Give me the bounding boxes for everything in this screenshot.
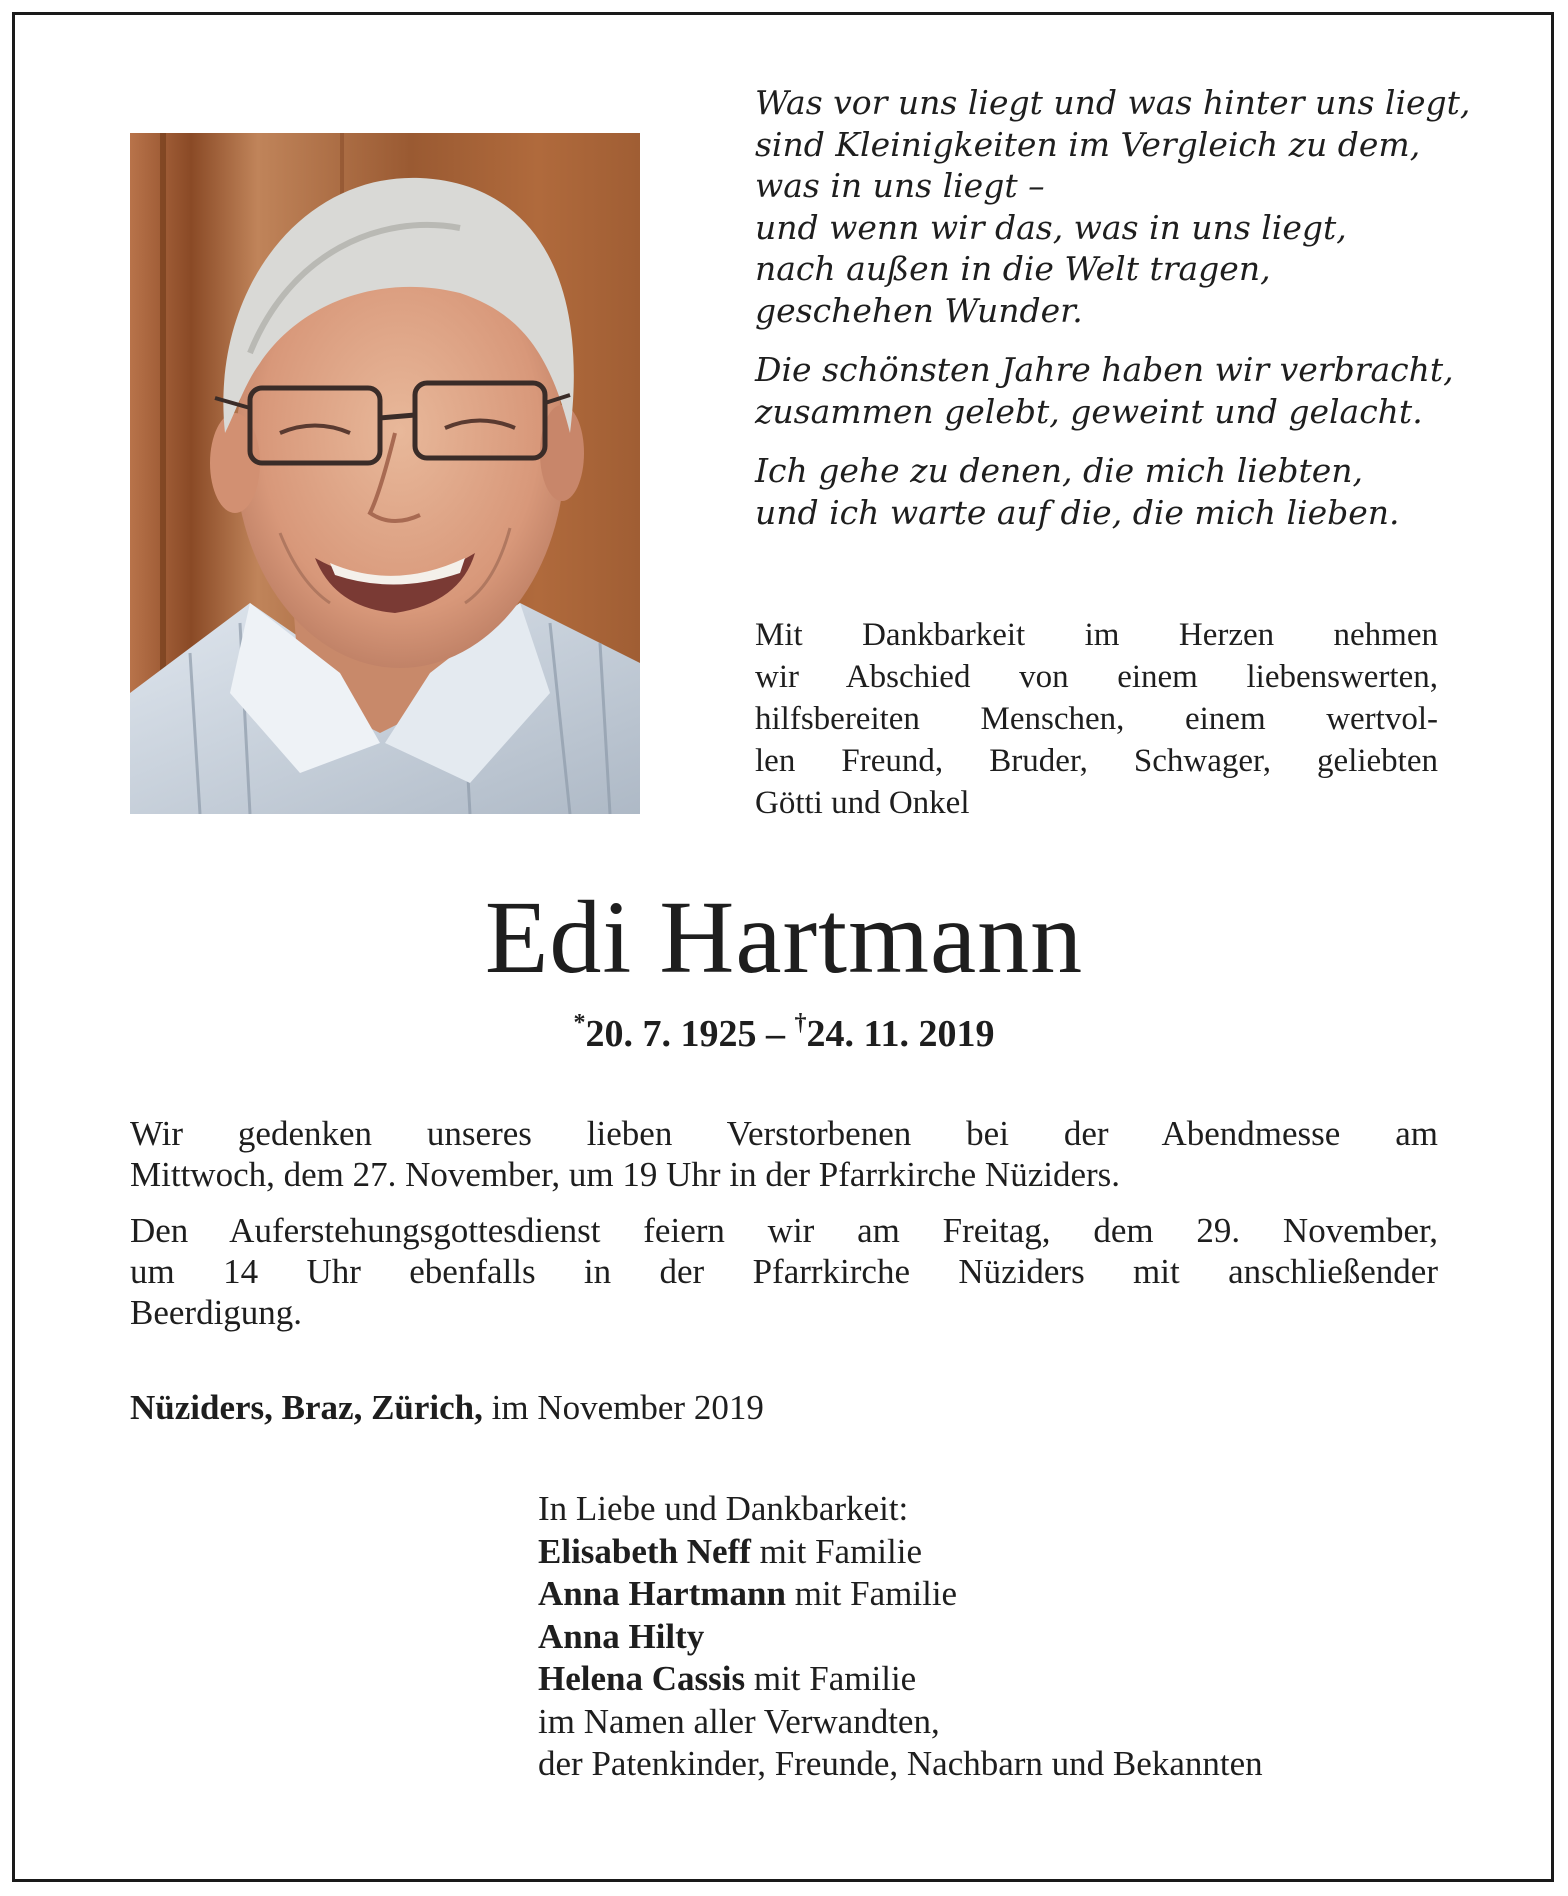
intro-line: Mit Dankbarkeit im Herzen nehmen bbox=[755, 617, 1438, 653]
mourner-name: Anna Hartmann bbox=[538, 1574, 786, 1613]
mourner-name: Elisabeth Neff bbox=[538, 1531, 751, 1571]
paragraph-line: Beerdigung. bbox=[130, 1293, 303, 1332]
poem-line: geschehen Wunder. bbox=[755, 290, 1083, 330]
poem-line: sind Kleinigkeiten im Vergleich zu dem, bbox=[755, 124, 1421, 164]
mourner bbox=[538, 1658, 1458, 1701]
poem-stanza bbox=[755, 349, 1475, 432]
death-symbol: † bbox=[794, 1010, 807, 1037]
poem-stanza bbox=[755, 82, 1475, 331]
mourner bbox=[538, 1573, 1458, 1616]
poem-line: nach außen in die Welt tragen, bbox=[755, 249, 1271, 288]
portrait-photo bbox=[130, 133, 640, 814]
poem-line: Die schönsten Jahre haben wir verbracht, bbox=[755, 350, 1454, 389]
poem-line: Was vor uns liegt und was hinter uns liegt, bbox=[755, 83, 1471, 122]
paragraph-line: Mittwoch, dem 27. November, um 19 Uhr in der Pfarrkirche Nüziders. bbox=[130, 1155, 1121, 1194]
poem-line: und wenn wir das, was in uns liegt, bbox=[755, 207, 1347, 247]
mourner-suffix: mit Familie bbox=[745, 1659, 917, 1698]
death-date: 24. 11. 2019 bbox=[806, 1013, 995, 1055]
poem-line: was in uns liegt – bbox=[755, 166, 1045, 205]
mourner bbox=[538, 1531, 1458, 1574]
place-and-date bbox=[130, 1388, 764, 1428]
paragraph-line: Wir gedenken unseres lieben Verstorbenen bei der Abendmesse am bbox=[130, 1114, 1438, 1153]
service-paragraph-2 bbox=[130, 1210, 1438, 1333]
birth-date: 20. 7. 1925 bbox=[585, 1013, 757, 1055]
mourner-suffix: mit Familie bbox=[785, 1574, 958, 1613]
closing-line: der Patenkinder, Freunde, Nachbarn und Bekannten bbox=[538, 1744, 1263, 1783]
place-names: Nüziders, Braz, Zürich, bbox=[130, 1388, 483, 1427]
signatures bbox=[538, 1488, 1458, 1786]
intro-line: Götti und Onkel bbox=[755, 785, 970, 821]
mourner bbox=[538, 1616, 1458, 1659]
poem bbox=[755, 82, 1475, 551]
intro-line: len Freund, Bruder, Schwager, geliebten bbox=[755, 743, 1438, 779]
birth-symbol: * bbox=[573, 1010, 586, 1037]
mourner-name: Helena Cassis bbox=[538, 1659, 746, 1698]
paragraph-line: Den Auferstehungsgottesdienst feiern wir am Freitag, dem 29. November, bbox=[130, 1211, 1438, 1250]
intro-line: wir Abschied von einem liebenswerten, bbox=[755, 659, 1438, 695]
signatures-heading: In Liebe und Dankbarkeit: bbox=[538, 1489, 909, 1528]
poem-line: Ich gehe zu denen, die mich liebten, bbox=[755, 451, 1364, 490]
service-paragraph-1 bbox=[130, 1113, 1438, 1195]
deceased-name: Edi Hartmann bbox=[484, 880, 1084, 995]
poem-line: zusammen gelebt, geweint und gelacht. bbox=[755, 391, 1423, 431]
intro-text bbox=[755, 614, 1438, 824]
date-separator: – bbox=[756, 1013, 795, 1055]
mourner-suffix: mit Familie bbox=[750, 1531, 923, 1571]
poem-stanza bbox=[755, 450, 1475, 533]
poem-line: und ich warte auf die, die mich lieben. bbox=[755, 492, 1400, 532]
intro-line: hilfsbereiten Menschen, einem wertvol- bbox=[755, 701, 1438, 737]
paragraph-line: um 14 Uhr ebenfalls in der Pfarrkirche Nüziders mit anschließender bbox=[130, 1252, 1438, 1291]
place-date: im November 2019 bbox=[482, 1388, 764, 1427]
mourner-name: Anna Hilty bbox=[538, 1616, 705, 1656]
closing-line: im Namen aller Verwandten, bbox=[538, 1701, 940, 1741]
life-dates bbox=[0, 1012, 1568, 1056]
